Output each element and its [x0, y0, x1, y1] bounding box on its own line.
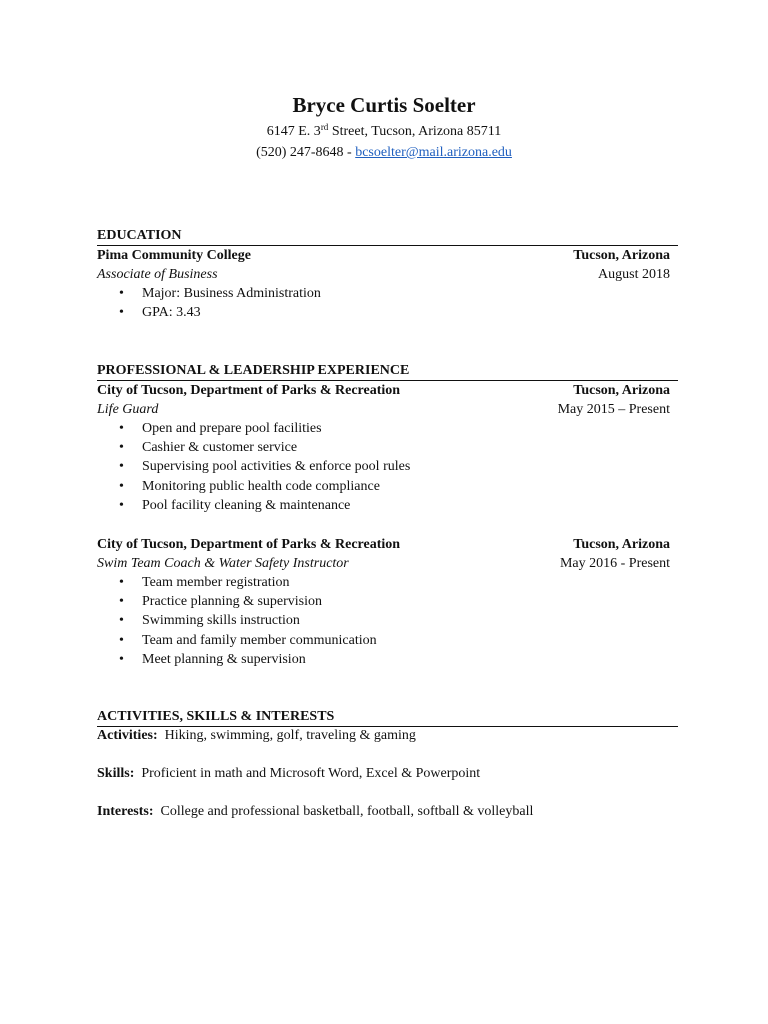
job-entry [97, 381, 670, 515]
skills-label: Skills: [97, 766, 135, 781]
job-role: Life Guard [97, 402, 159, 417]
experience-section [97, 362, 678, 381]
address-line [0, 122, 768, 140]
job-org: City of Tucson, Department of Parks & Recreation [97, 383, 401, 398]
list-item: • Monitoring public health code compliance [97, 477, 670, 496]
education-bullets [97, 284, 670, 322]
list-item: • Practice planning & supervision [97, 592, 670, 611]
job-date: May 2015 – Present [557, 402, 670, 417]
school-location: Tucson, Arizona [573, 248, 670, 263]
interests-line [97, 804, 533, 820]
job-date: May 2016 - Present [559, 556, 670, 571]
activities-title: ACTIVITIES, SKILLS & INTERESTS [97, 708, 678, 727]
education-section [97, 227, 678, 246]
job-bullets [97, 573, 670, 669]
phone: (520) 247-8648 - [256, 145, 352, 160]
education-entry [97, 246, 670, 322]
list-item: • Supervising pool activities & enforce pool rules [97, 457, 670, 476]
degree: Associate of Business [97, 267, 218, 282]
job-location: Tucson, Arizona [573, 537, 670, 552]
applicant-name: Bryce Curtis Soelter [292, 93, 476, 117]
activities-line [97, 728, 416, 744]
job-location: Tucson, Arizona [573, 383, 670, 398]
skills-text: Proficient in math and Microsoft Word, Excel & Powerpoint [141, 766, 481, 781]
list-item: • Team member registration [97, 573, 670, 592]
interests-label: Interests: [97, 804, 154, 819]
address-post: Street, Tucson, Arizona 85711 [328, 124, 502, 139]
contact-line [0, 145, 768, 161]
list-item: • Team and family member communication [97, 631, 670, 650]
list-item: • Meet planning & supervision [97, 650, 670, 669]
activities-text: Hiking, swimming, golf, traveling & gaming [164, 728, 416, 743]
activities-section [97, 708, 678, 727]
job-bullets [97, 419, 670, 515]
email-link[interactable]: bcsoelter@mail.arizona.edu [355, 145, 512, 160]
education-date: August 2018 [598, 267, 670, 282]
list-item: • Open and prepare pool facilities [97, 419, 670, 438]
job-entry [97, 535, 670, 669]
activities-label: Activities: [97, 728, 158, 743]
address-pre: 6147 E. 3 [266, 124, 321, 139]
list-item: • Cashier & customer service [97, 438, 670, 457]
list-item: • Pool facility cleaning & maintenance [97, 496, 670, 515]
list-item: • GPA: 3.43 [97, 303, 670, 322]
school-name: Pima Community College [97, 248, 251, 263]
address-sup: rd [320, 122, 329, 132]
job-role: Swim Team Coach & Water Safety Instructor [97, 556, 349, 571]
interests-text: College and professional basketball, football, softball & volleyball [160, 804, 534, 819]
skills-line [97, 766, 480, 782]
job-org: City of Tucson, Department of Parks & Recreation [97, 537, 401, 552]
experience-title: PROFESSIONAL & LEADERSHIP EXPERIENCE [97, 362, 678, 381]
list-item: • Major: Business Administration [97, 284, 670, 303]
education-title: EDUCATION [97, 227, 678, 246]
list-item: • Swimming skills instruction [97, 611, 670, 630]
